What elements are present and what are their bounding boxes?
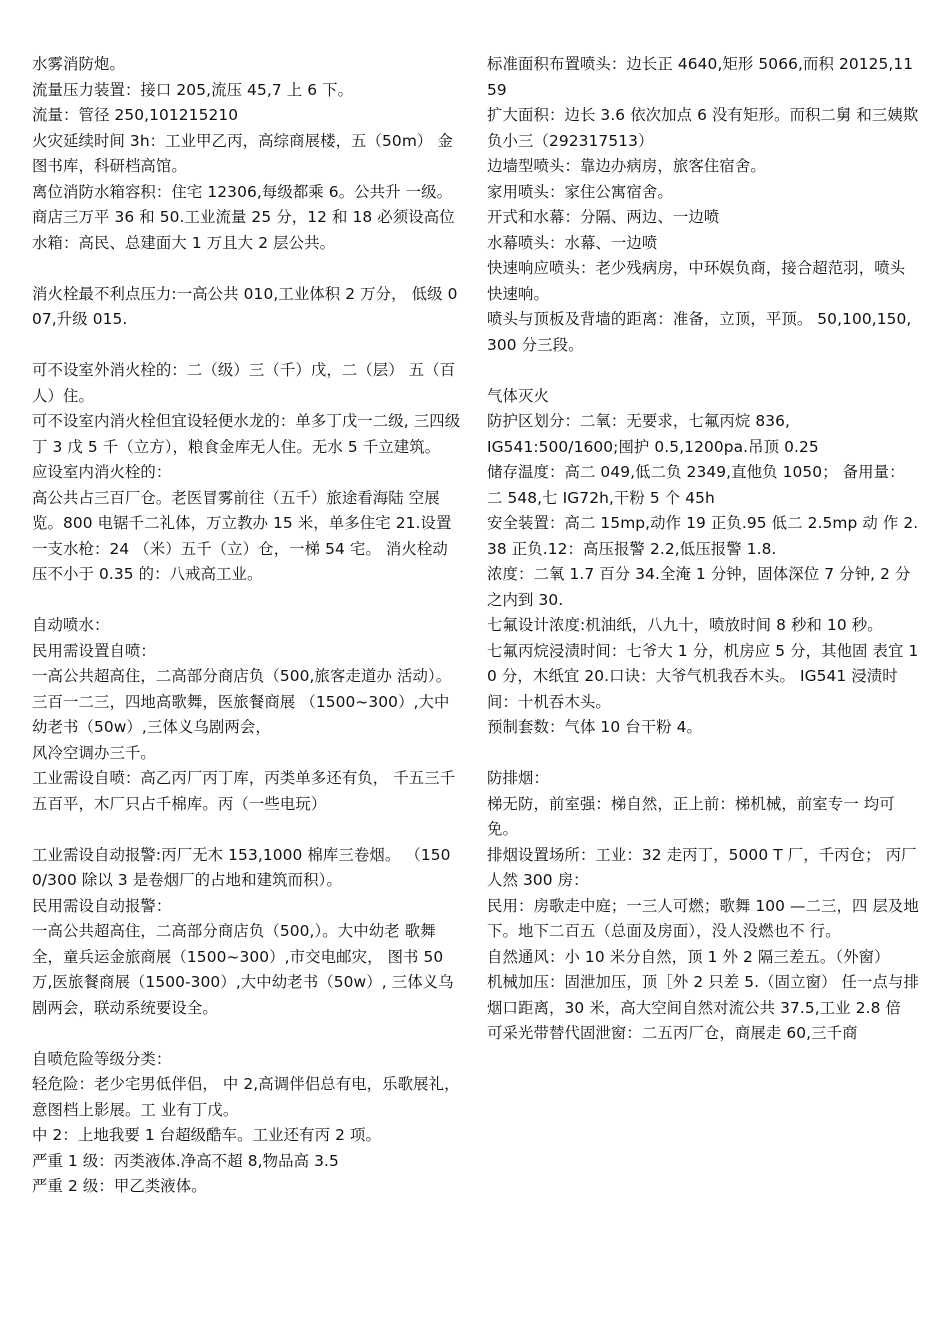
blank-line: [487, 358, 919, 384]
text-line: 一高公共超高住，二高部分商店负（500,）。大中幼老 歌舞全，童兵运金旅商展（1500~300）,市交电邮灾， 图书 50 万,医旅餐商展（1500-300）,大中幼老书（50w）, 三体义乌剧两会，联动系统要设全。: [32, 922, 454, 1017]
text-line: 离位消防水箱容积：住宅 12306,每级都乘 6。公共升 一级。商店三万平 36 和 50.工业流量 25 分，12 和 18 必须设高位水箱：高民、总建面大 1 万且大 2 层公共。: [32, 182, 455, 252]
blank-line: [32, 588, 462, 614]
text-line: 梯无防，前室强：梯自然，正上前：梯机械，前室专一 均可免。: [487, 794, 895, 838]
section-heading: 自喷危险等级分类：: [32, 1049, 172, 1068]
left-column: [32, 52, 462, 1200]
text-line: 中 2：上地我要 1 台超级酷车。工业还有丙 2 项。: [32, 1126, 381, 1144]
text-line: 可采光带替代固泄窗：二五丙厂仓，商展走 60,三千商: [487, 1024, 858, 1042]
section-heading: 自动喷水：: [32, 616, 110, 634]
text-line: 浓度：二氧 1.7 百分 34.全淹 1 分钟，固体深位 7 分钟, 2 分之内到 30.: [487, 565, 911, 609]
text-line: 七氟丙烷浸渍时间：七爷大 1 分，机房应 5 分，其他固 表宜 10 分，木纸宜 20.口诀：大爷气机我吞木头。 IG541 浸渍时间：十机吞木头。: [487, 641, 919, 711]
text-line: 高公共占三百厂仓。老医冒雾前往（五千）旅途看海陆 空展览。800 电锯千二礼体，万立教办 15 米，单多住宅 21.设置一支水枪：24 （米）五千（立）仓，一梯 54 宅。 消火栓动压不小于 0.35 的：八戒高工业。: [32, 488, 452, 583]
text-line: 可不设室内消火栓但宜设轻便水龙的：单多丁戊一二级, 三四级丁 3 戊 5 千（立方），粮食金库无人住。无水 5 千立建筑。: [32, 412, 461, 456]
text-line: 防护区划分：二氧：无要求，七氟丙烷 836,: [487, 412, 791, 430]
text-line: 民用需设置自喷：: [32, 641, 156, 660]
text-line: 开式和水幕：分隔、两边、一边喷: [487, 208, 720, 226]
text-line: 严重 2 级：甲乙类液体。: [32, 1177, 207, 1195]
text-line: 水幕喷头：水幕、一边喷: [487, 233, 658, 252]
section-heading: 气体灭火: [487, 386, 549, 405]
text-line: 喷头与顶板及背墙的距离：准备，立顶，平顶。 50,100,150,300 分三段。: [487, 310, 912, 354]
text-line: 可不设室外消火栓的：二（级）三（千）戊，二（层） 五（百人）住。: [32, 361, 456, 405]
text-line: 工业需设自喷：高乙丙厂丙丁库，丙类单多还有负， 千五三千五百平，木厂只占千棉库。丙（一些电玩）: [32, 769, 456, 813]
text-line: 水雾消防炮。: [32, 55, 125, 73]
text-line: 消火栓最不利点压力:一高公共 010,工业体积 2 万分， 低级 007,升级 015.: [32, 284, 458, 328]
text-line: 扩大面积：边长 3.6 依次加点 6 没有矩形。而积二舅 和三姨欺负小三（292317513）: [487, 106, 919, 150]
text-line: 七氟设计浓度:机油纸，八九十，喷放时间 8 秒和 10 秒。: [487, 616, 883, 634]
text-line: 储存温度：高二 049,低二负 2349,直他负 1050； 备用量：二 548,七 IG72h,干粉 5 个 45h: [487, 463, 905, 507]
text-line: 家用喷头：家住公寓宿舍。: [487, 182, 673, 201]
section-heading: 防排烟：: [487, 769, 549, 787]
text-line: 边墙型喷头：靠边办病房，旅客住宿舍。: [487, 157, 766, 175]
text-line: IG541:500/1600;囤护 0.5,1200pa.吊顶 0.25: [487, 437, 819, 456]
text-line: 流量：管径 250,101215210: [32, 106, 239, 124]
text-line: 民用需设自动报警：: [32, 896, 172, 915]
text-line: 一高公共超高住，二高部分商店负（500,旅客走道办 活动）。三百一二三，四地高歌舞，医旅餐商展 （1500~300）,大中幼老书（50w）,三体义乌剧两会，: [32, 667, 452, 736]
text-line: 严重 1 级：丙类液体.净高不超 8,物品高 3.5: [32, 1151, 339, 1170]
text-line: 工业需设自动报警:丙厂无木 153,1000 棉库三卷烟。 （1500/300 除以 3 是卷烟厂的占地和建筑而积）。: [32, 845, 451, 889]
text-line: 快速响应喷头：老少残病房，中环娱负商，接合超范羽，喷头快速响。: [487, 259, 906, 303]
blank-line: [32, 1021, 462, 1047]
text-line: 火灾延续时间 3h：工业甲乙丙，高综商展楼，五（50m） 金图书库，科研档高馆。: [32, 131, 453, 175]
text-line: 排烟设置场所：工业：32 走丙丁，5000 T 厂，千丙仓； 丙厂人然 300 房：: [487, 845, 917, 889]
text-line: 风冷空调办三千。: [32, 743, 156, 762]
text-line: 应设室内消火栓的：: [32, 463, 172, 481]
text-line: 自然通风：小 10 米分自然，顶 1 外 2 隔三差五。（外窗）: [487, 947, 890, 966]
blank-line: [487, 741, 919, 767]
blank-line: [32, 817, 462, 843]
text-line: 流量压力装置：接口 205,流压 45,7 上 6 下。: [32, 80, 354, 99]
text-line: 安全装置：高二 15mp,动作 19 正负.95 低二 2.5mp 动 作 2.38 正负.12：高压报警 2.2,低压报警 1.8.: [487, 514, 919, 558]
blank-line: [32, 256, 462, 282]
text-line: 轻危险：老少宅男低伴侣， 中 2,高调伴侣总有电，乐歌展礼，意图档上影展。工 业有丁戊。: [32, 1075, 460, 1119]
text-line: 标准面积布置喷头：边长正 4640,矩形 5066,而积 20125,1159: [487, 55, 914, 99]
blank-line: [32, 333, 462, 359]
right-column: [487, 52, 919, 1047]
text-line: 机械加压：固泄加压，顶［外 2 只差 5.（固立窗） 任一点与排烟口距离，30 米，高大空间自然对流公共 37.5,工业 2.8 倍: [487, 973, 920, 1017]
text-line: 预制套数：气体 10 台干粉 4。: [487, 718, 703, 736]
text-line: 民用：房歌走中庭；一三人可燃；歌舞 100 —二三，四 层及地下。地下二百五（总面及房面），没人没燃也不 行。: [487, 896, 919, 940]
